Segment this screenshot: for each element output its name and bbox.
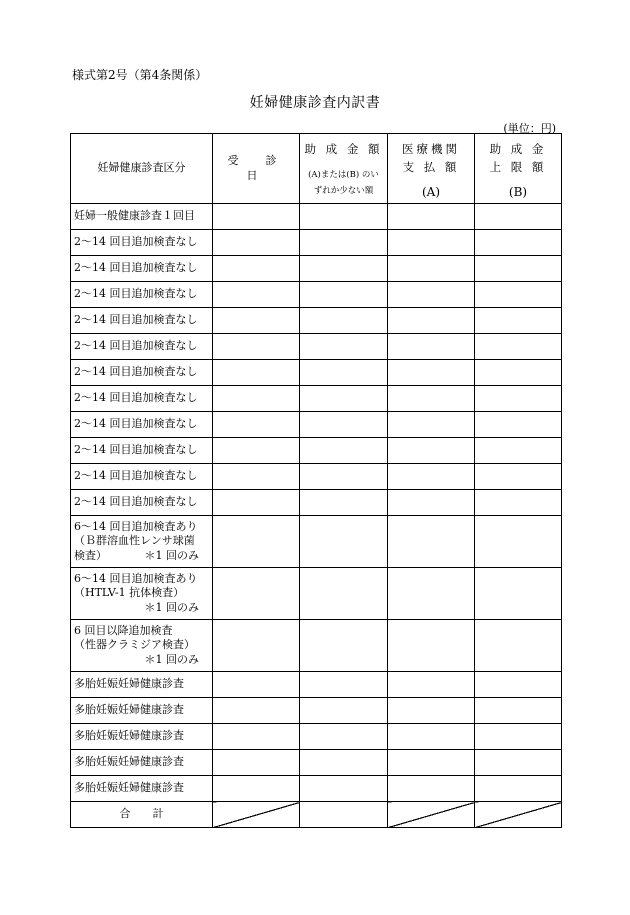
visit-date-cell[interactable]: [213, 438, 300, 464]
header-paid-mark: (A): [421, 184, 441, 199]
header-limit-line1: 助 成 金: [489, 141, 547, 156]
htlv-line1: 6～14 回目追加検査あり: [74, 572, 198, 586]
visit-date-cell[interactable]: [213, 282, 300, 308]
visit-date-cell[interactable]: [213, 724, 300, 750]
paid-cell[interactable]: [388, 438, 475, 464]
header-limit-mark: (B): [508, 184, 528, 199]
paid-cell[interactable]: [388, 568, 475, 620]
table-row: [71, 490, 562, 516]
limit-cell[interactable]: [475, 360, 562, 386]
row-category-chlamydia: [71, 620, 213, 672]
subsidy-cell[interactable]: [300, 516, 388, 568]
paid-cell[interactable]: [388, 698, 475, 724]
visit-date-cell[interactable]: [213, 620, 300, 672]
paid-cell[interactable]: [388, 776, 475, 802]
row-category-gbs: [71, 516, 213, 568]
paid-cell[interactable]: [388, 360, 475, 386]
gbs-note: ＊1 回のみ: [144, 548, 199, 562]
total-limit-crossed: [475, 802, 562, 828]
table-row: [71, 334, 562, 360]
header-category: 妊婦健康診査区分: [71, 134, 213, 204]
limit-cell[interactable]: [475, 438, 562, 464]
row-category: 多胎妊娠妊婦健康診査: [71, 698, 213, 724]
table-row-multiple: [71, 672, 562, 698]
limit-cell[interactable]: [475, 412, 562, 438]
row-category-htlv: [71, 568, 213, 620]
header-subsidy-note-1: (A)または(B) のい: [308, 170, 379, 181]
visit-date-cell[interactable]: [213, 698, 300, 724]
subsidy-cell[interactable]: [300, 204, 388, 230]
limit-cell[interactable]: [475, 334, 562, 360]
visit-date-cell[interactable]: [213, 204, 300, 230]
table-row: [71, 256, 562, 282]
row-category: 多胎妊娠妊婦健康診査: [71, 750, 213, 776]
gbs-line3: 検査）: [74, 548, 107, 562]
row-category: 2～14 回目追加検査なし: [71, 490, 213, 516]
visit-date-cell[interactable]: [213, 516, 300, 568]
limit-cell[interactable]: [475, 698, 562, 724]
limit-cell[interactable]: [475, 620, 562, 672]
limit-cell[interactable]: [475, 230, 562, 256]
header-limit-line2: 上 限 額: [489, 159, 547, 174]
limit-cell[interactable]: [475, 568, 562, 620]
limit-cell[interactable]: [475, 672, 562, 698]
paid-cell[interactable]: [388, 204, 475, 230]
subsidy-cell[interactable]: [300, 776, 388, 802]
table-row: [71, 412, 562, 438]
limit-cell[interactable]: [475, 750, 562, 776]
visit-date-cell[interactable]: [213, 308, 300, 334]
form-number: 様式第2号（第4条関係）: [72, 68, 208, 82]
row-category: 多胎妊娠妊婦健康診査: [71, 724, 213, 750]
breakdown-table: [70, 133, 562, 828]
paid-cell[interactable]: [388, 516, 475, 568]
subsidy-cell[interactable]: [300, 282, 388, 308]
subsidy-cell[interactable]: [300, 750, 388, 776]
subsidy-cell[interactable]: [300, 412, 388, 438]
paid-cell[interactable]: [388, 464, 475, 490]
row-category: 2～14 回目追加検査なし: [71, 360, 213, 386]
header-subsidy: [300, 134, 388, 204]
gbs-line1: 6～14 回目追加検査あり: [74, 520, 198, 534]
visit-date-cell[interactable]: [213, 776, 300, 802]
row-category: 2～14 回目追加検査なし: [71, 230, 213, 256]
paid-cell[interactable]: [388, 386, 475, 412]
subsidy-cell[interactable]: [300, 438, 388, 464]
header-visit-date-label: 受 診 日: [227, 154, 304, 182]
visit-date-cell[interactable]: [213, 568, 300, 620]
row-category: 2～14 回目追加検査なし: [71, 308, 213, 334]
table-row: [71, 360, 562, 386]
header-subsidy-note-2: ずれか少ない額: [313, 186, 374, 197]
visit-date-cell[interactable]: [213, 334, 300, 360]
unit-note: (単位：円): [503, 122, 556, 135]
visit-date-cell[interactable]: [213, 464, 300, 490]
table-row-htlv: [71, 568, 562, 620]
row-category: 2～14 回目追加検査なし: [71, 464, 213, 490]
paid-cell[interactable]: [388, 620, 475, 672]
row-category: 妊婦一般健康診査１回目: [71, 204, 213, 230]
chlamydia-line1: 6 回目以降追加検査: [74, 624, 173, 638]
limit-cell[interactable]: [475, 490, 562, 516]
row-category: 2～14 回目追加検査なし: [71, 438, 213, 464]
limit-cell[interactable]: [475, 204, 562, 230]
limit-cell[interactable]: [475, 516, 562, 568]
document-title: 妊婦健康診査内訳書: [249, 95, 381, 111]
total-paid-crossed: [388, 802, 475, 828]
subsidy-cell[interactable]: [300, 334, 388, 360]
table-row-multiple: [71, 776, 562, 802]
visit-date-cell[interactable]: [213, 256, 300, 282]
total-visit-date-crossed: [213, 802, 300, 828]
row-category: 2～14 回目追加検査なし: [71, 386, 213, 412]
table-row: [71, 438, 562, 464]
row-category: 2～14 回目追加検査なし: [71, 412, 213, 438]
total-label: 合 計: [71, 802, 213, 828]
limit-cell[interactable]: [475, 724, 562, 750]
visit-date-cell[interactable]: [213, 386, 300, 412]
table-row: [71, 230, 562, 256]
subsidy-cell[interactable]: [300, 490, 388, 516]
limit-cell[interactable]: [475, 776, 562, 802]
header-row: [71, 134, 562, 204]
chlamydia-note: ＊1 回のみ: [144, 652, 199, 666]
gbs-line2: （Ｂ群溶血性レンサ球菌: [74, 534, 195, 548]
paid-cell[interactable]: [388, 412, 475, 438]
paid-cell[interactable]: [388, 750, 475, 776]
header-limit: [475, 134, 562, 204]
header-paid-line1: 医療機関: [402, 141, 460, 156]
subsidy-cell[interactable]: [300, 724, 388, 750]
subsidy-cell[interactable]: [300, 698, 388, 724]
subsidy-cell[interactable]: [300, 568, 388, 620]
visit-date-cell[interactable]: [213, 490, 300, 516]
table-row: [71, 386, 562, 412]
table-row: [71, 282, 562, 308]
table-row-gbs: [71, 516, 562, 568]
subsidy-cell[interactable]: [300, 256, 388, 282]
total-row: [71, 802, 562, 828]
paid-cell[interactable]: [388, 256, 475, 282]
visit-date-cell[interactable]: [213, 230, 300, 256]
limit-cell[interactable]: [475, 386, 562, 412]
visit-date-cell[interactable]: [213, 672, 300, 698]
row-category: 2～14 回目追加検査なし: [71, 282, 213, 308]
visit-date-cell[interactable]: [213, 750, 300, 776]
table-row-chlamydia: [71, 620, 562, 672]
paid-cell[interactable]: [388, 230, 475, 256]
paid-cell[interactable]: [388, 490, 475, 516]
subsidy-cell[interactable]: [300, 308, 388, 334]
table-row-multiple: [71, 750, 562, 776]
visit-date-cell[interactable]: [213, 412, 300, 438]
subsidy-cell[interactable]: [300, 464, 388, 490]
limit-cell[interactable]: [475, 282, 562, 308]
limit-cell[interactable]: [475, 308, 562, 334]
subsidy-cell[interactable]: [300, 620, 388, 672]
row-category: 多胎妊娠妊婦健康診査: [71, 672, 213, 698]
subsidy-cell[interactable]: [300, 230, 388, 256]
table-row: [71, 464, 562, 490]
header-visit-date: [213, 134, 304, 204]
paid-cell[interactable]: [388, 334, 475, 360]
table-row: [71, 308, 562, 334]
subsidy-cell[interactable]: [300, 360, 388, 386]
total-subsidy-cell[interactable]: [300, 802, 388, 828]
row-category: 2～14 回目追加検査なし: [71, 256, 213, 282]
header-paid-line2: 支 払 額: [402, 159, 460, 174]
limit-cell[interactable]: [475, 464, 562, 490]
header-subsidy-label: 助 成 金 額: [304, 142, 383, 157]
row-category: 2～14 回目追加検査なし: [71, 334, 213, 360]
row-category: 多胎妊娠妊婦健康診査: [71, 776, 213, 802]
header-paid: [388, 134, 475, 204]
subsidy-cell[interactable]: [300, 386, 388, 412]
chlamydia-line2: （性器クラミジア検査）: [74, 638, 195, 652]
paid-cell[interactable]: [388, 308, 475, 334]
visit-date-cell[interactable]: [213, 360, 300, 386]
table-row-multiple: [71, 698, 562, 724]
subsidy-cell[interactable]: [300, 672, 388, 698]
htlv-line2: （HTLV-1 抗体検査）: [74, 586, 185, 600]
table-row-multiple: [71, 724, 562, 750]
htlv-note: ＊1 回のみ: [144, 600, 199, 614]
paid-cell[interactable]: [388, 724, 475, 750]
limit-cell[interactable]: [475, 256, 562, 282]
table-row: [71, 204, 562, 230]
paid-cell[interactable]: [388, 672, 475, 698]
gbs-line3-row: [74, 549, 209, 563]
paid-cell[interactable]: [388, 282, 475, 308]
